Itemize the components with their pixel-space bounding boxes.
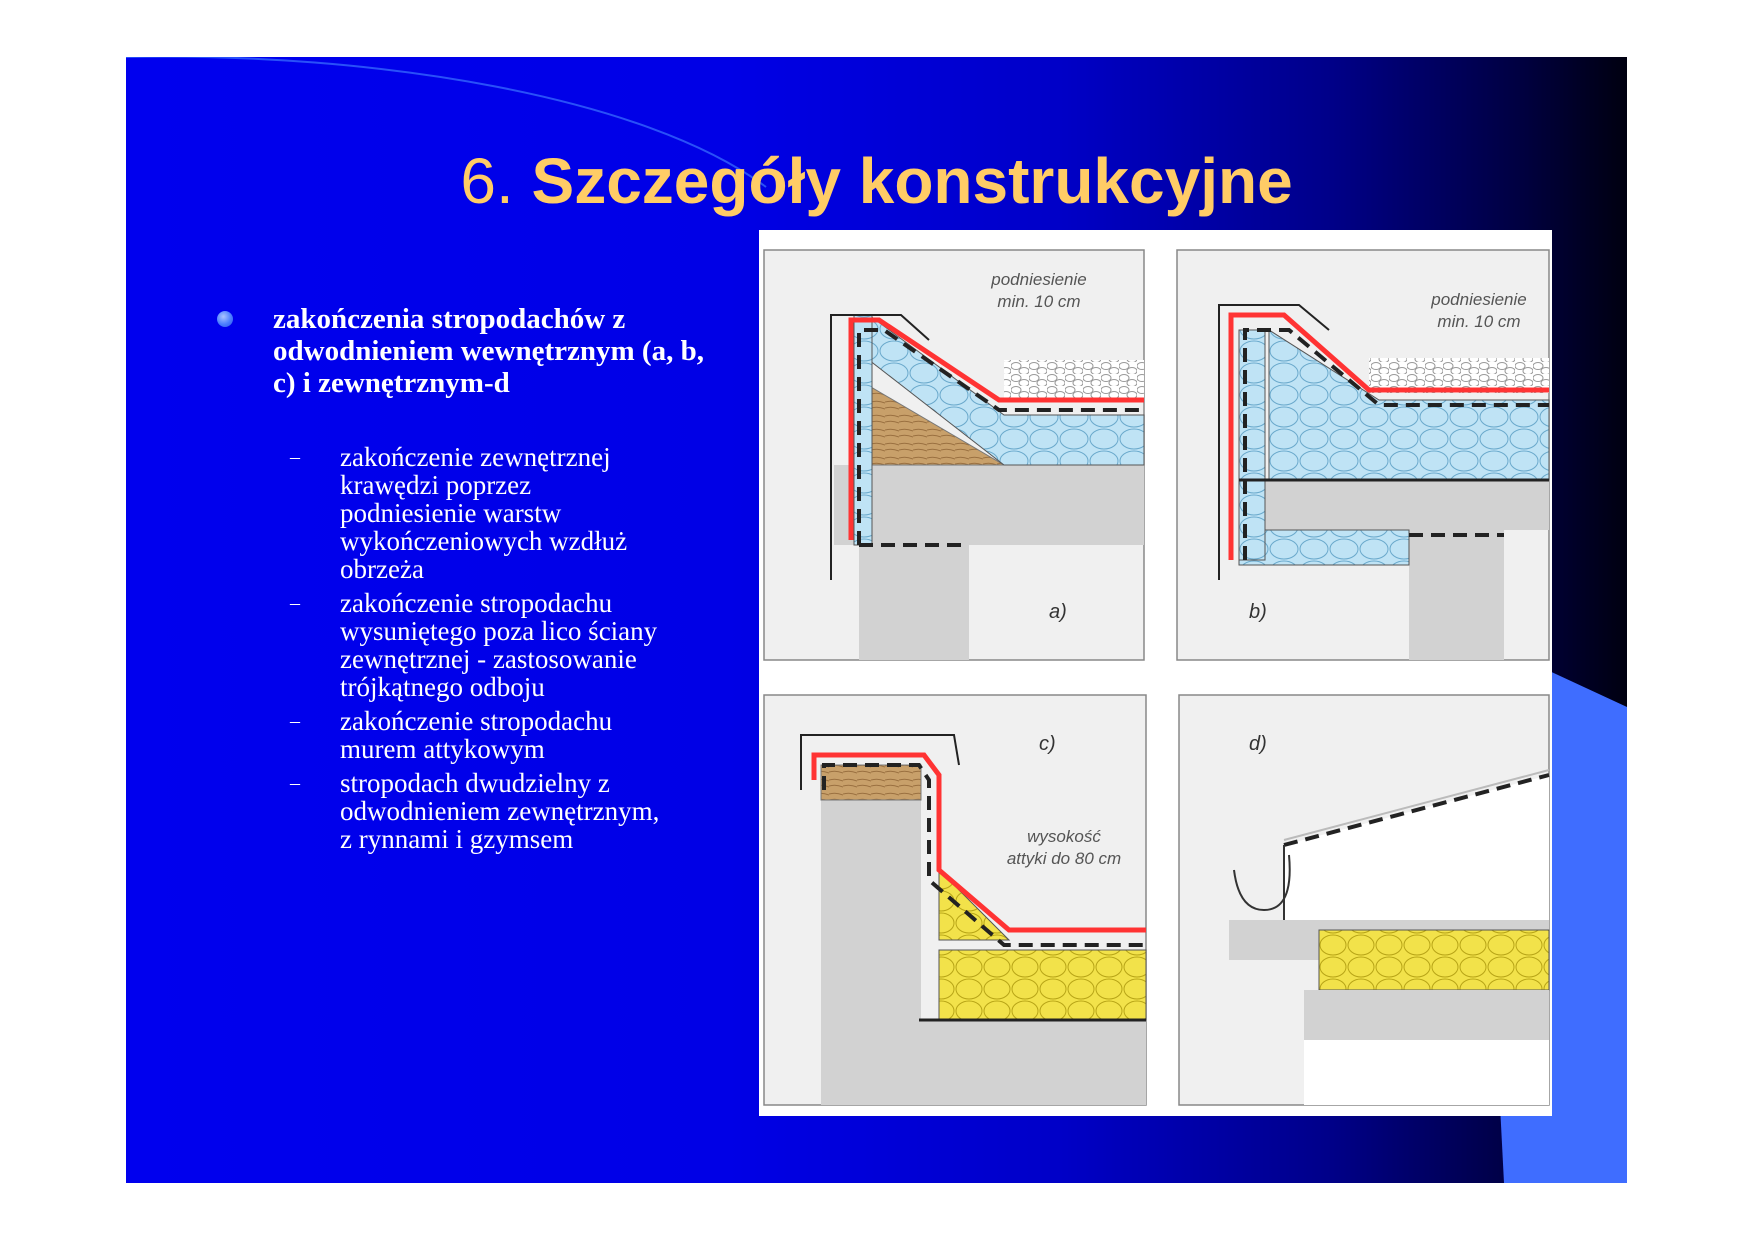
panel-d (1179, 695, 1549, 1105)
sub-bullet-text: stropodach dwudzielny z odwodnieniem zewnętrznym, z rynnami i gzymsem (340, 768, 660, 854)
title-number: 6. (460, 145, 514, 217)
dash-icon: – (290, 592, 300, 614)
panel-c-label: c) (1039, 733, 1056, 755)
panel-a-label: a) (1049, 601, 1067, 623)
panel-a (764, 250, 1144, 660)
panel-c-note-line1: wysokość (1027, 827, 1101, 846)
sub-bullet-text: zakończenie zewnętrznej krawędzi poprzez podniesienie warstw wykończeniowych wzdłuż obrzeża (340, 442, 628, 584)
sub-bullet-item (290, 443, 670, 583)
bullet-icon (217, 311, 233, 327)
slide-title (126, 145, 1627, 217)
panel-b (1177, 250, 1549, 660)
dash-icon: – (290, 710, 300, 732)
construction-details-figure (759, 230, 1552, 1116)
panel-b-note-line2: min. 10 cm (1437, 312, 1521, 331)
panel-c (764, 695, 1146, 1105)
dash-icon: – (290, 772, 300, 794)
sub-bullet-list (290, 443, 670, 859)
dash-icon: – (290, 446, 300, 468)
main-bullet-text: zakończenia stropodachów z odwodnieniem wewnętrznym (a, b, c) i zewnętrznym-d (273, 303, 704, 399)
sub-bullet-item (290, 707, 670, 763)
slide (126, 57, 1627, 1183)
sub-bullet-text: zakończenie stropodachu murem attykowym (340, 706, 613, 764)
panel-b-note-line1: podniesienie (1431, 290, 1527, 309)
panel-c-note-line2: attyki do 80 cm (1006, 849, 1122, 868)
sub-bullet-item (290, 589, 670, 701)
sub-bullet-text: zakończenie stropodachu wysuniętego poza lico ściany zewnętrznej - zastosowanie trójkątnego odboju (340, 588, 658, 702)
sub-bullet-item (290, 769, 670, 853)
panel-d-label: d) (1249, 733, 1267, 755)
panel-b-label: b) (1249, 601, 1267, 623)
panel-a-note-line2: min. 10 cm (997, 292, 1081, 311)
title-main: Szczegóły konstrukcyjne (531, 145, 1293, 217)
panel-a-note-line1: podniesienie (991, 270, 1087, 289)
